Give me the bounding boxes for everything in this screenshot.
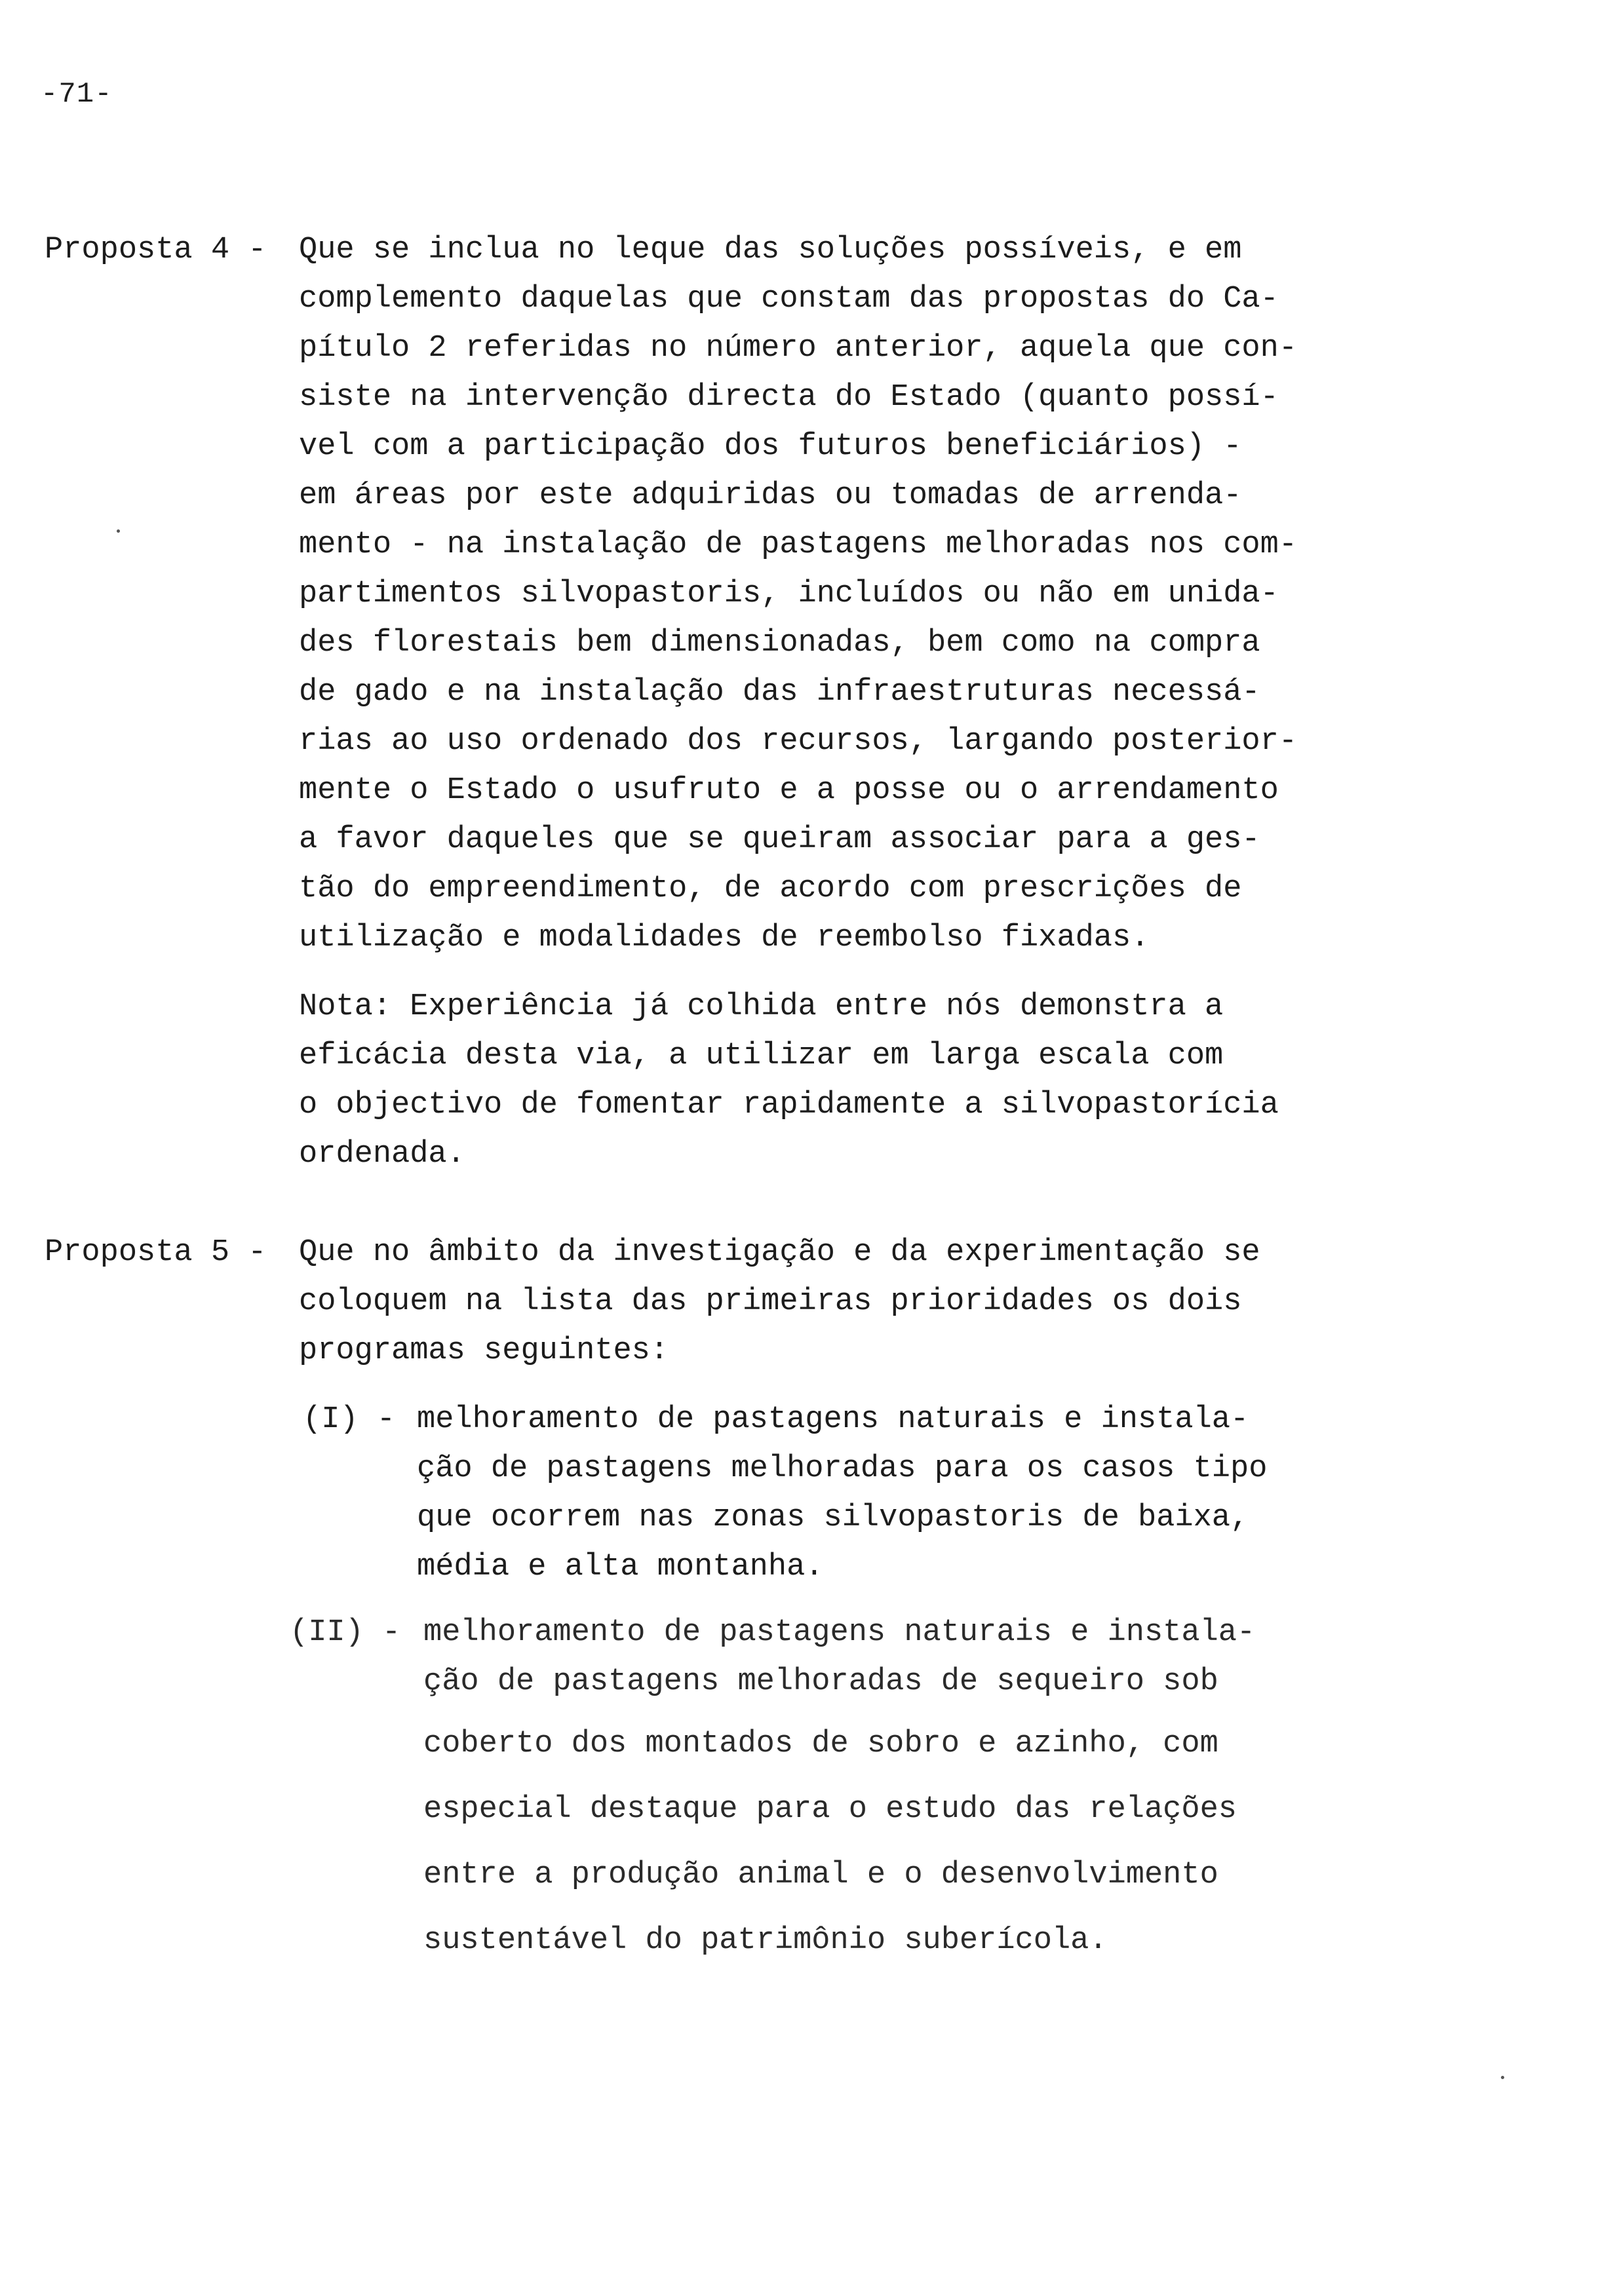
paragraph-line: Que se inclua no leque das soluções possíveis, e em [299,233,1242,267]
note-line: ordenada. [299,1137,465,1172]
item-line: ção de pastagens melhoradas de sequeiro sob [423,1664,1218,1699]
page-number: -71- [41,78,113,111]
paragraph-line: mento - na instalação de pastagens melhoradas nos com- [299,527,1298,562]
note-line: Nota: Experiência já colhida entre nós demonstra a [299,989,1224,1024]
item-line: melhoramento de pastagens naturais e instala- [417,1402,1249,1437]
paragraph-line: Que no âmbito da investigação e da experimentação se [299,1235,1260,1270]
item-line: entre a produção animal e o desenvolvimento [423,1858,1218,1892]
item-2-label: (II) - [290,1615,401,1650]
item-1-label: (I) - [303,1402,396,1437]
paragraph-line: mente o Estado o usufruto e a posse ou o arrendamento [299,773,1279,808]
paragraph-line: de gado e na instalação das infraestruturas necessá- [299,675,1260,710]
scan-speck [117,529,120,533]
paragraph-line: pítulo 2 referidas no número anterior, aquela que con- [299,331,1298,366]
paragraph-line: em áreas por este adquiridas ou tomadas de arrenda- [299,478,1242,513]
item-line: média e alta montanha. [417,1550,824,1584]
paragraph-line: a favor daqueles que se queiram associar para a ges- [299,822,1260,857]
paragraph-line: partimentos silvopastoris, incluídos ou não em unida- [299,577,1279,611]
paragraph-line: utilização e modalidades de reembolso fixadas. [299,921,1150,955]
paragraph-line: rias ao uso ordenado dos recursos, largando posterior- [299,724,1298,759]
paragraph-line: tão do empreendimento, de acordo com prescrições de [299,871,1242,906]
item-line: ção de pastagens melhoradas para os casos tipo [417,1451,1268,1486]
paragraph-line: programas seguintes: [299,1333,669,1368]
item-line: especial destaque para o estudo das relações [423,1792,1237,1827]
scan-speck [1501,2076,1504,2079]
item-line: sustentável do patrimônio suberícola. [423,1923,1108,1958]
paragraph-line: coloquem na lista das primeiras prioridades os dois [299,1284,1242,1319]
paragraph-line: des florestais bem dimensionadas, bem como na compra [299,626,1260,660]
proposta-5-label: Proposta 5 - [45,1235,267,1270]
item-line: que ocorrem nas zonas silvopastoris de baixa, [417,1501,1249,1535]
note-line: o objectivo de fomentar rapidamente a silvopastorícia [299,1088,1279,1122]
item-line: coberto dos montados de sobro e azinho, com [423,1727,1218,1761]
paragraph-line: siste na intervenção directa do Estado (quanto possí- [299,380,1279,415]
proposta-4-label: Proposta 4 - [45,233,267,267]
paragraph-line: vel com a participação dos futuros beneficiários) - [299,429,1242,464]
note-line: eficácia desta via, a utilizar em larga escala com [299,1039,1224,1073]
paragraph-line: complemento daquelas que constam das propostas do Ca- [299,282,1279,316]
item-line: melhoramento de pastagens naturais e instala- [423,1615,1256,1650]
